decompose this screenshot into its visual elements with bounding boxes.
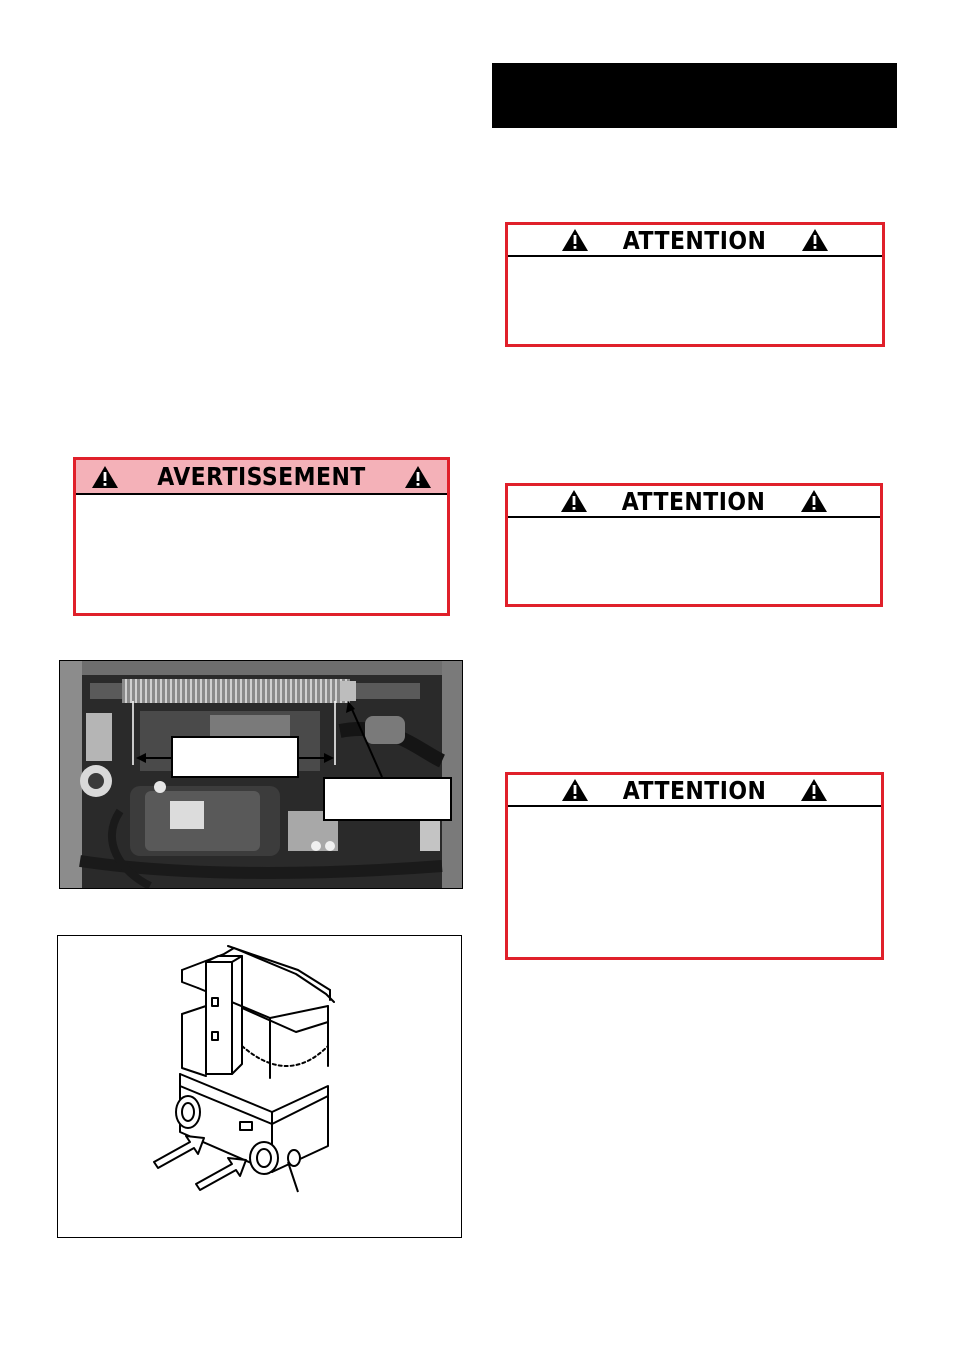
warning-triangle-icon bbox=[561, 778, 589, 802]
avertissement-header bbox=[76, 460, 447, 495]
section-header-bar bbox=[492, 63, 897, 128]
attention-header bbox=[508, 486, 880, 518]
callout-arrows bbox=[60, 661, 463, 889]
motor-compartment-photo bbox=[59, 660, 463, 889]
lift-platform-drawing bbox=[57, 935, 462, 1238]
warning-triangle-icon bbox=[91, 465, 119, 489]
warning-triangle-icon bbox=[800, 778, 828, 802]
warning-triangle-icon bbox=[404, 465, 432, 489]
warning-triangle-icon bbox=[801, 228, 829, 252]
attention-title: ATTENTION bbox=[622, 775, 767, 805]
warning-triangle-icon bbox=[800, 489, 828, 513]
avertissement-box bbox=[73, 457, 450, 616]
attention-box-3 bbox=[505, 772, 884, 960]
attention-title: ATTENTION bbox=[622, 486, 766, 516]
warning-triangle-icon bbox=[561, 228, 589, 252]
attention-title: ATTENTION bbox=[623, 225, 767, 255]
attention-header bbox=[508, 225, 882, 257]
attention-box-1 bbox=[505, 222, 885, 347]
attention-header bbox=[508, 775, 881, 807]
arrow-icon bbox=[154, 1136, 246, 1190]
attention-box-2 bbox=[505, 483, 883, 607]
avertissement-title: AVERTISSEMENT bbox=[157, 462, 366, 491]
lift-platform-image bbox=[58, 936, 460, 1236]
warning-triangle-icon bbox=[560, 489, 588, 513]
